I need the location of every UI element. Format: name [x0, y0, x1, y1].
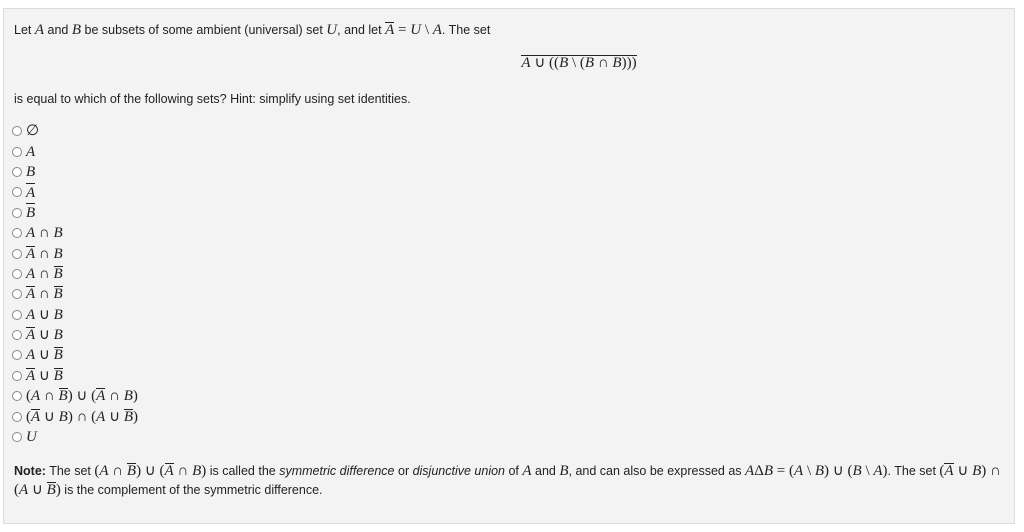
radio-button[interactable] — [12, 289, 22, 299]
radio-button[interactable] — [12, 350, 22, 360]
question-panel — [3, 8, 1015, 524]
radio-button[interactable] — [12, 391, 22, 401]
option-acomp-intersect-b[interactable]: A ∩ B — [12, 243, 138, 263]
question-text: is equal to which of the following sets? Hint: simplify using set identities. — [14, 92, 411, 106]
radio-button[interactable] — [12, 432, 22, 442]
radio-button[interactable] — [12, 126, 22, 136]
answer-options — [12, 121, 138, 447]
option-acomp-intersect-bcomp[interactable]: A ∩ B — [12, 284, 138, 304]
option-empty-set[interactable]: ∅ — [12, 121, 138, 141]
term-disjunctive-union: disjunctive union — [412, 464, 505, 478]
option-symmetric-difference[interactable]: (A ∩ B) ∪ (A ∩ B) — [12, 386, 138, 406]
radio-button[interactable] — [12, 187, 22, 197]
option-acomp-union-b[interactable]: A ∪ B — [12, 325, 138, 345]
radio-button[interactable] — [12, 249, 22, 259]
radio-button[interactable] — [12, 412, 22, 422]
option-a[interactable]: A — [12, 141, 138, 161]
option-a-complement[interactable]: A — [12, 182, 138, 202]
note-paragraph: Note: The set (A ∩ B) ∪ (A ∩ B) is called the symmetric difference or disjunctive union of A and B, and can also be expressed as AΔB = (A \ B) ∪ (B \ A). The set (A ∪ B) ∩ (A ∪ B) is the complement of the symmetric difference. — [14, 463, 1001, 498]
option-universal-set[interactable]: U — [12, 427, 138, 447]
option-b[interactable]: B — [12, 162, 138, 182]
option-b-complement[interactable]: B — [12, 203, 138, 223]
formula-expression: A ∪ ((B \ (B ∩ B))) — [521, 55, 637, 71]
option-a-intersect-b[interactable]: A ∩ B — [12, 223, 138, 243]
radio-button[interactable] — [12, 310, 22, 320]
radio-button[interactable] — [12, 208, 22, 218]
radio-button[interactable] — [12, 371, 22, 381]
radio-button[interactable] — [12, 147, 22, 157]
option-a-intersect-bcomp[interactable]: A ∩ B — [12, 264, 138, 284]
radio-button[interactable] — [12, 269, 22, 279]
option-symmetric-difference-complement[interactable]: (A ∪ B) ∩ (A ∪ B) — [12, 406, 138, 426]
term-symmetric-difference: symmetric difference — [279, 464, 395, 478]
radio-button[interactable] — [12, 167, 22, 177]
display-formula — [4, 54, 1016, 72]
note-label: Note: — [14, 464, 46, 478]
problem-intro: Let A and B be subsets of some ambient (universal) set U, and let A = U \ A. The set — [14, 22, 491, 38]
option-a-union-bcomp[interactable]: A ∪ B — [12, 345, 138, 365]
option-acomp-union-bcomp[interactable]: A ∪ B — [12, 366, 138, 386]
radio-button[interactable] — [12, 228, 22, 238]
radio-button[interactable] — [12, 330, 22, 340]
option-a-union-b[interactable]: A ∪ B — [12, 305, 138, 325]
